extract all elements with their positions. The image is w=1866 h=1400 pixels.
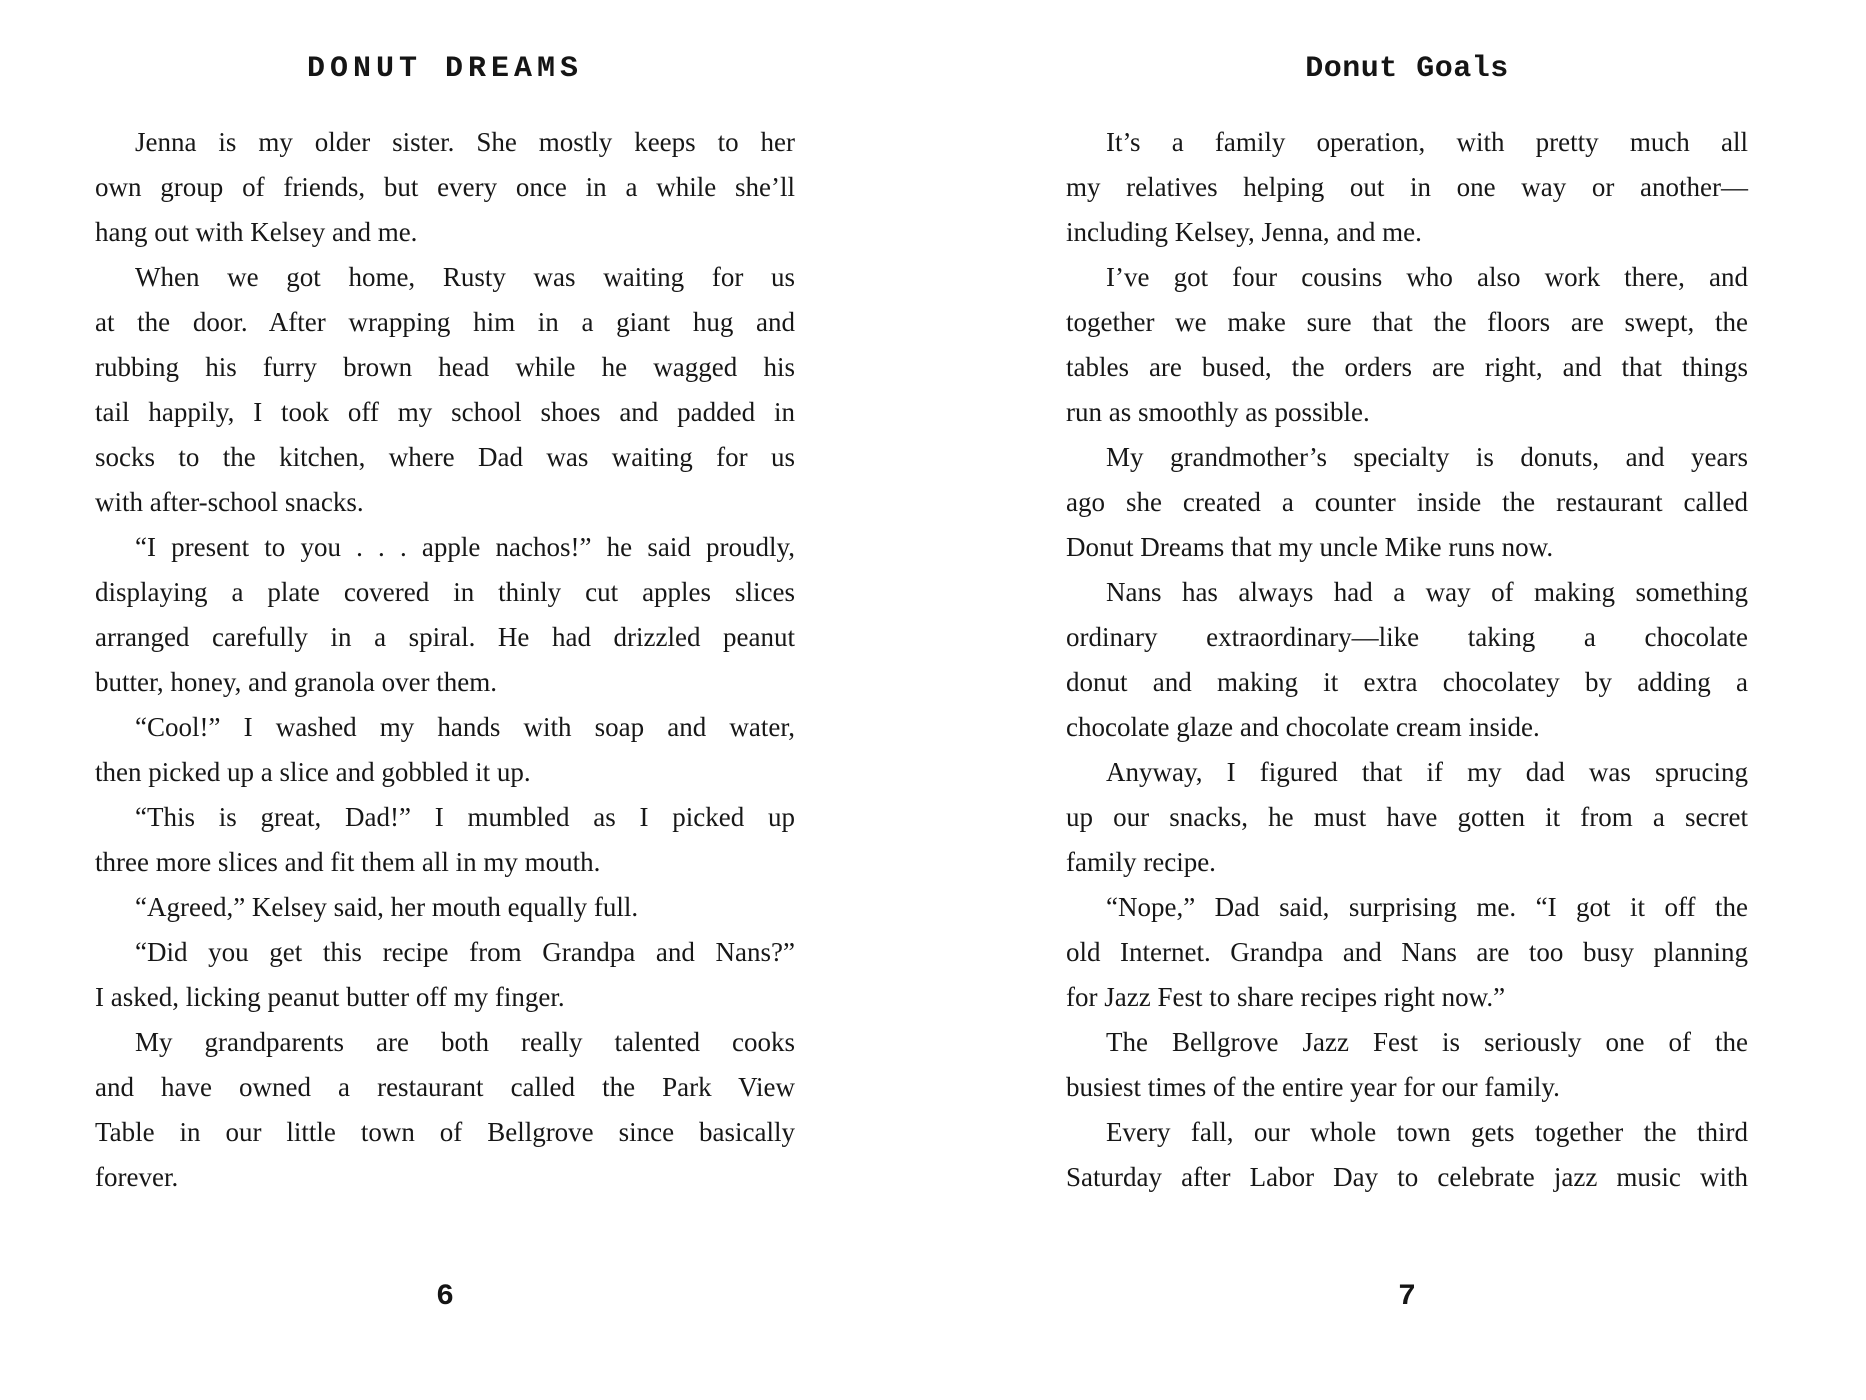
text-line: Nans has always had a way of making something: [1106, 577, 1748, 607]
right-running-header: Donut Goals: [1305, 52, 1509, 86]
text-line: “Agreed,” Kelsey said, her mouth equally full.: [135, 892, 639, 922]
text-line: and have owned a restaurant called the Park View: [95, 1072, 795, 1102]
text-line: Saturday after Labor Day to celebrate jazz music with: [1066, 1162, 1748, 1192]
text-line: tables are bused, the orders are right, and that things: [1066, 352, 1748, 382]
right-page: [1066, 0, 1748, 1400]
text-line: then picked up a slice and gobbled it up.: [95, 757, 531, 787]
text-line: my relatives helping out in one way or another—: [1066, 172, 1748, 202]
text-line: busiest times of the entire year for our family.: [1066, 1072, 1560, 1102]
text-line: rubbing his furry brown head while he wagged his: [95, 352, 795, 382]
text-line: “Did you get this recipe from Grandpa and Nans?”: [135, 937, 795, 967]
text-line: three more slices and fit them all in my mouth.: [95, 847, 601, 877]
text-line: up our snacks, he must have gotten it from a secret: [1066, 802, 1748, 832]
paragraph: [1066, 435, 1748, 570]
text-line: run as smoothly as possible.: [1066, 397, 1370, 427]
paragraph: [1066, 1020, 1748, 1110]
text-line: including Kelsey, Jenna, and me.: [1066, 217, 1422, 247]
text-line: own group of friends, but every once in a while she’ll: [95, 172, 795, 202]
left-running-header: DONUT DREAMS: [306, 52, 584, 86]
text-line: socks to the kitchen, where Dad was waiting for us: [95, 442, 795, 472]
text-line: “Nope,” Dad said, surprising me. “I got it off the: [1106, 892, 1748, 922]
text-line: Every fall, our whole town gets together the third: [1106, 1117, 1748, 1147]
text-line: ago she created a counter inside the restaurant called: [1066, 487, 1748, 517]
text-line: I’ve got four cousins who also work there, and: [1106, 262, 1748, 292]
paragraph: [1066, 120, 1748, 255]
text-line: chocolate glaze and chocolate cream inside.: [1066, 712, 1540, 742]
text-line: The Bellgrove Jazz Fest is seriously one of the: [1106, 1027, 1748, 1057]
right-page-number: 7: [1397, 1280, 1416, 1314]
text-line: tail happily, I took off my school shoes and padded in: [95, 397, 795, 427]
text-line: “Cool!” I washed my hands with soap and water,: [135, 712, 795, 742]
right-page-body: [1066, 120, 1748, 1200]
text-line: displaying a plate covered in thinly cut apples slices: [95, 577, 795, 607]
text-line: Jenna is my older sister. She mostly keeps to her: [135, 127, 795, 157]
paragraph: [1066, 1110, 1748, 1200]
text-line: hang out with Kelsey and me.: [95, 217, 418, 247]
text-line: family recipe.: [1066, 847, 1216, 877]
text-line: butter, honey, and granola over them.: [95, 667, 498, 697]
paragraph: [1066, 255, 1748, 435]
paragraph: [95, 795, 795, 885]
text-line: at the door. After wrapping him in a giant hug and: [95, 307, 795, 337]
left-page-body: [95, 120, 795, 1200]
paragraph: [95, 525, 795, 705]
text-line: I asked, licking peanut butter off my finger.: [95, 982, 565, 1012]
text-line: with after-school snacks.: [95, 487, 364, 517]
text-line: When we got home, Rusty was waiting for us: [135, 262, 795, 292]
text-line: forever.: [95, 1162, 179, 1192]
text-line: It’s a family operation, with pretty much all: [1106, 127, 1748, 157]
text-line: My grandmother’s specialty is donuts, and years: [1106, 442, 1748, 472]
text-line: together we make sure that the floors are swept, the: [1066, 307, 1748, 337]
text-line: for Jazz Fest to share recipes right now.”: [1066, 982, 1506, 1012]
paragraph: [95, 885, 795, 930]
text-line: donut and making it extra chocolatey by adding a: [1066, 667, 1748, 697]
text-line: old Internet. Grandpa and Nans are too busy planning: [1066, 937, 1748, 967]
paragraph: [1066, 750, 1748, 885]
paragraph: [1066, 885, 1748, 1020]
text-line: Table in our little town of Bellgrove since basically: [95, 1117, 795, 1147]
text-line: Anyway, I figured that if my dad was sprucing: [1106, 757, 1748, 787]
text-line: “I present to you . . . apple nachos!” he said proudly,: [135, 532, 795, 562]
text-line: My grandparents are both really talented cooks: [135, 1027, 795, 1057]
paragraph: [95, 930, 795, 1020]
text-line: “This is great, Dad!” I mumbled as I picked up: [135, 802, 795, 832]
left-page-number: 6: [435, 1280, 454, 1314]
paragraph: [95, 255, 795, 525]
left-page: [95, 0, 795, 1400]
paragraph: [95, 1020, 795, 1200]
text-line: ordinary extraordinary—like taking a chocolate: [1066, 622, 1748, 652]
text-line: Donut Dreams that my uncle Mike runs now.: [1066, 532, 1554, 562]
text-line: arranged carefully in a spiral. He had drizzled peanut: [95, 622, 795, 652]
paragraph: [95, 120, 795, 255]
paragraph: [1066, 570, 1748, 750]
paragraph: [95, 705, 795, 795]
